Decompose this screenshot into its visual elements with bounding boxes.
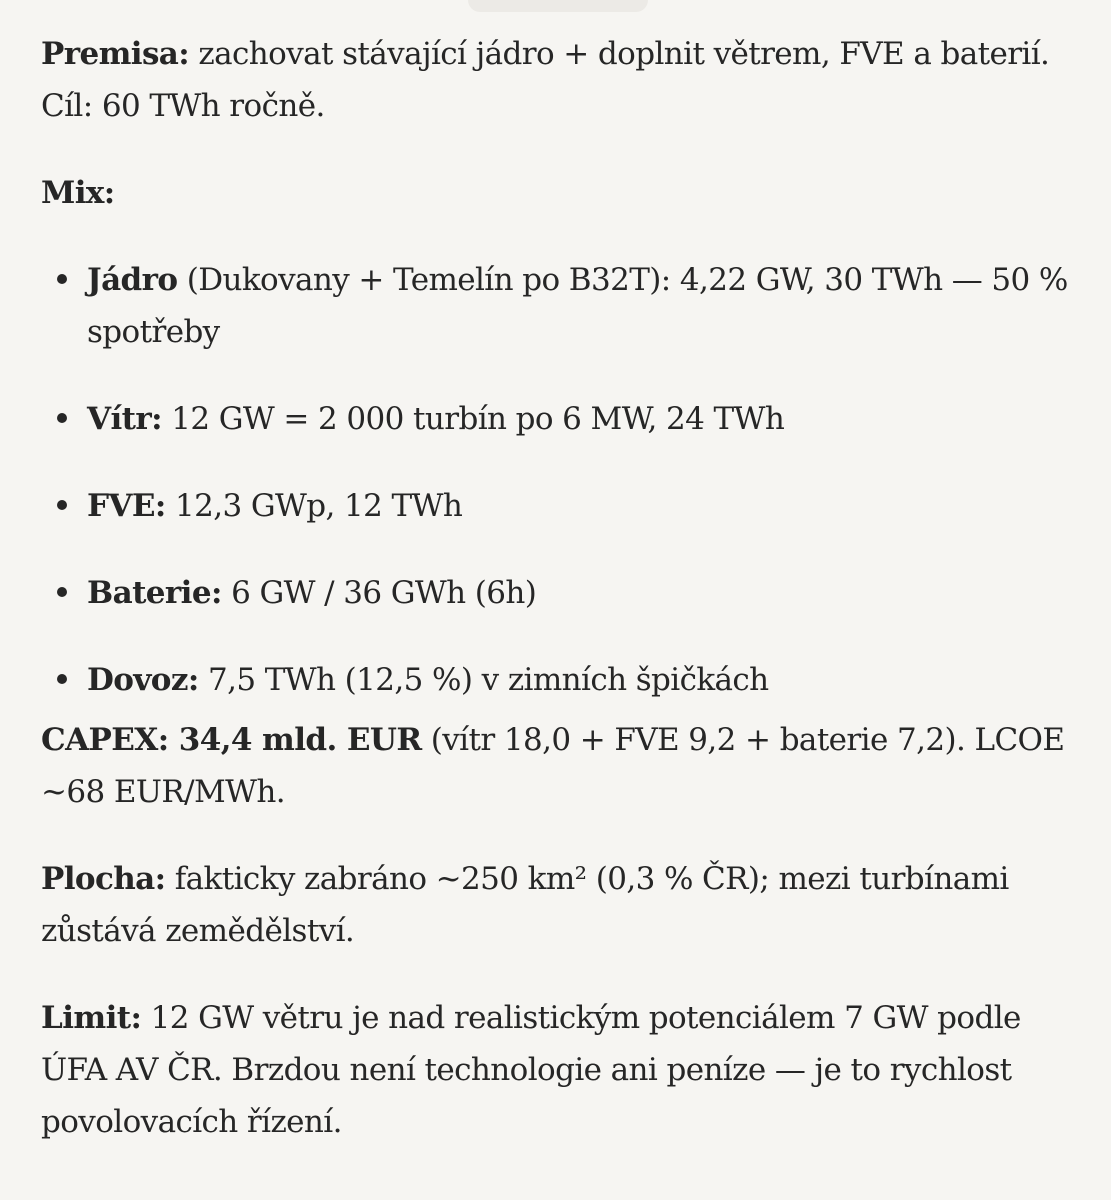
premise-text: zachovat stávající jádro + doplnit větrem, FVE a baterií. Cíl: 60 TWh ročně. — [41, 36, 1050, 124]
item-label: FVE: — [87, 488, 166, 524]
bullet-icon — [57, 413, 67, 423]
mix-list — [41, 254, 1081, 706]
list-item-wind — [41, 393, 1081, 445]
capex-label: CAPEX: 34,4 mld. EUR — [41, 722, 422, 758]
top-scroll-shade — [468, 0, 648, 12]
premise-label: Premisa: — [41, 36, 190, 72]
item-text: 12 GW = 2 000 turbín po 6 MW, 24 TWh — [161, 401, 785, 437]
bullet-icon — [57, 674, 67, 684]
limit-text: 12 GW větru je nad realistickým potenciálem 7 GW podle ÚFA AV ČR. Brzdou není technologie ani peníze — je to rychlost povolovacích řízení. — [41, 1000, 1021, 1140]
list-item-nuclear — [41, 254, 1081, 358]
item-text: 6 GW / 36 GWh (6h) — [221, 575, 537, 611]
mix-heading-label: Mix: — [41, 175, 115, 211]
item-label: Jádro — [87, 262, 178, 298]
capex-text: (vítr 18,0 + FVE 9,2 + baterie 7,2). LCOE ~68 EUR/MWh. — [41, 722, 1065, 810]
item-text: 12,3 GWp, 12 TWh — [165, 488, 463, 524]
area-paragraph — [41, 853, 1081, 957]
premise-paragraph — [41, 28, 1081, 132]
bullet-icon — [57, 500, 67, 510]
item-label: Vítr: — [87, 401, 162, 437]
area-text: fakticky zabráno ~250 km² (0,3 % ČR); mezi turbínami zůstává zemědělství. — [41, 861, 1009, 949]
item-label: Baterie: — [87, 575, 222, 611]
list-item-solar — [41, 480, 1081, 532]
document-content — [41, 28, 1081, 1183]
limit-paragraph — [41, 992, 1081, 1148]
capex-paragraph — [41, 714, 1081, 818]
item-text: (Dukovany + Temelín po B32T): 4,22 GW, 30 TWh — 50 % spotřeby — [87, 262, 1068, 350]
area-label: Plocha: — [41, 861, 166, 897]
list-item-battery — [41, 567, 1081, 619]
bullet-icon — [57, 274, 67, 284]
bullet-icon — [57, 587, 67, 597]
list-item-import — [41, 654, 1081, 706]
limit-label: Limit: — [41, 1000, 142, 1036]
item-label: Dovoz: — [87, 662, 199, 698]
mix-heading — [41, 167, 1081, 219]
item-text: 7,5 TWh (12,5 %) v zimních špičkách — [198, 662, 769, 698]
